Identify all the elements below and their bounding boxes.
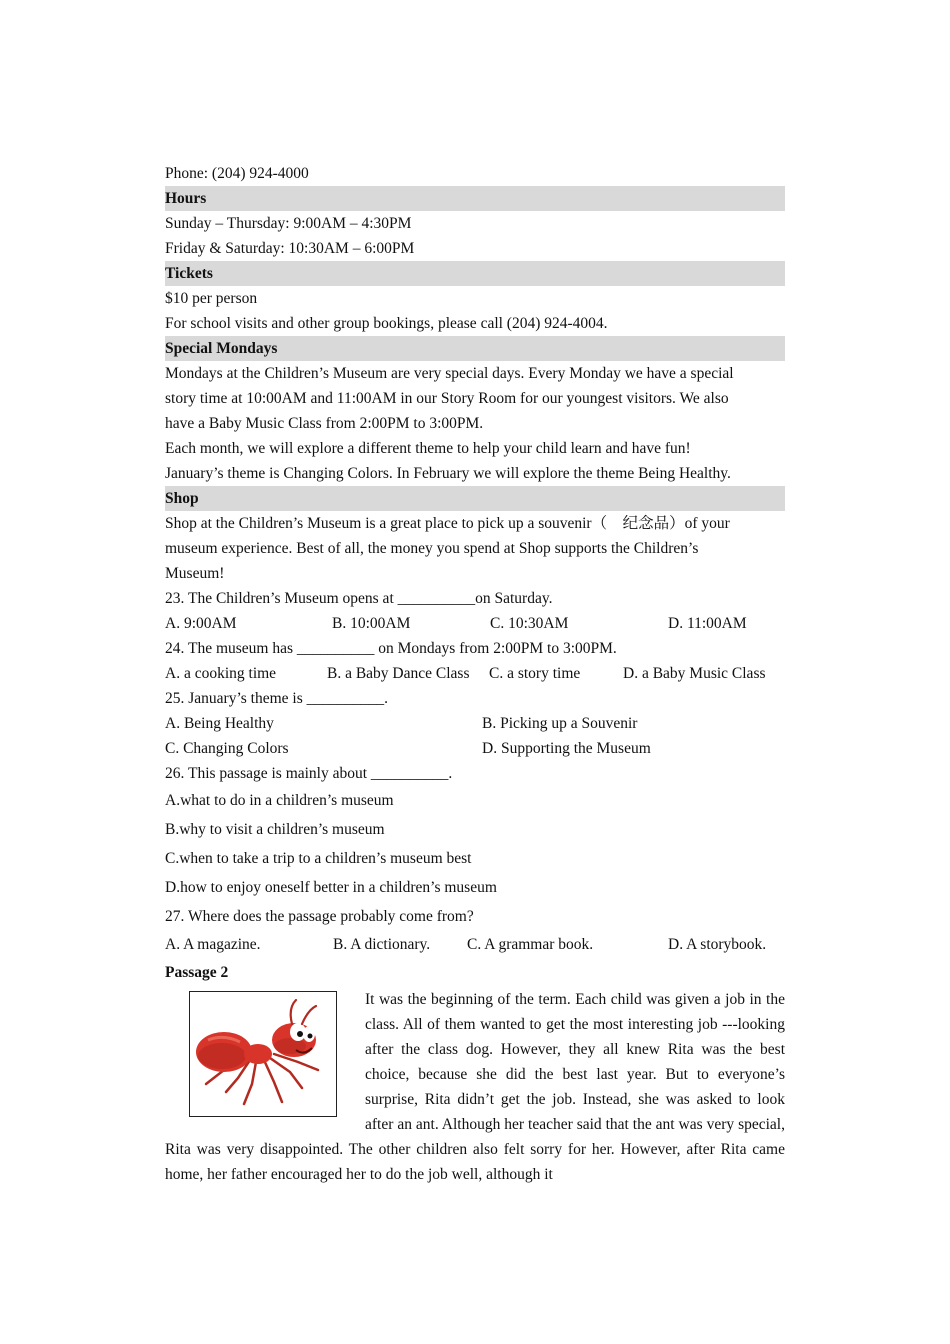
phone-line: Phone: (204) 924-4000 — [165, 165, 309, 182]
question-23-options — [165, 611, 785, 636]
option-b: B. A dictionary. — [333, 936, 431, 953]
hours-line: Sunday – Thursday: 9:00AM – 4:30PM — [165, 215, 412, 232]
question-25-options-row2 — [165, 736, 785, 761]
option-b: B. Picking up a Souvenir — [482, 715, 638, 732]
option-c: C.when to take a trip to a children’s museum best — [165, 850, 472, 867]
option-a: A. A magazine. — [165, 936, 261, 953]
option-c: C. Changing Colors — [165, 740, 289, 757]
option-d: D. Supporting the Museum — [482, 740, 651, 757]
mondays-line: Mondays at the Children’s Museum are very special days. Every Monday we have a special — [165, 365, 734, 382]
mondays-line: Each month, we will explore a different theme to help your child learn and have fun! — [165, 440, 691, 457]
question-25-options-row1 — [165, 711, 785, 736]
option-a: A.what to do in a children’s museum — [165, 792, 394, 809]
ant-illustration — [189, 991, 337, 1117]
question-24-options — [165, 661, 785, 686]
section-title-tickets: Tickets — [165, 261, 785, 286]
passage-2-title: Passage 2 — [165, 964, 229, 981]
passage-2-body — [165, 987, 785, 1187]
question-25-stem: 25. January’s theme is __________. — [165, 690, 389, 707]
question-27-stem: 27. Where does the passage probably come from? — [165, 908, 474, 925]
option-c: C. a story time — [489, 665, 581, 682]
option-d: D.how to enjoy oneself better in a children’s museum — [165, 879, 497, 896]
option-a: A. Being Healthy — [165, 715, 274, 732]
option-c: C. 10:30AM — [490, 615, 569, 632]
option-b: B.why to visit a children’s museum — [165, 821, 385, 838]
hours-line: Friday & Saturday: 10:30AM – 6:00PM — [165, 240, 415, 257]
option-d: D. A storybook. — [668, 936, 767, 953]
option-a: A. a cooking time — [165, 665, 277, 682]
option-d: D. a Baby Music Class — [623, 665, 766, 682]
mondays-line: have a Baby Music Class from 2:00PM to 3:00PM. — [165, 415, 484, 432]
section-title-hours: Hours — [165, 186, 785, 211]
tickets-line: $10 per person — [165, 290, 258, 307]
question-23-stem: 23. The Children’s Museum opens at __________on Saturday. — [165, 590, 553, 607]
mondays-line: story time at 10:00AM and 11:00AM in our Story Room for our youngest visitors. We also — [165, 390, 729, 407]
option-b: B. a Baby Dance Class — [327, 665, 470, 682]
document-page — [165, 161, 785, 1187]
option-a: A. 9:00AM — [165, 615, 237, 632]
section-title-shop: Shop — [165, 486, 785, 511]
shop-line: museum experience. Best of all, the money you spend at Shop supports the Children’s — [165, 540, 699, 557]
shop-line: Shop at the Children’s Museum is a great place to pick up a souvenir（ 纪念品）of your — [165, 515, 730, 532]
option-c: C. A grammar book. — [467, 936, 594, 953]
ant-icon — [190, 992, 336, 1116]
question-27-options — [165, 931, 785, 959]
passage-2-text: It was the beginning of the term. Each child was given a job in the class. All of them wanted to get the most interesting job ---looking after the class dog. However, they all knew Rita was the best choice, because she did the best last year. But to everyone’s surprise, Rita didn’t get the job. Instead, she was asked to look after an ant. Although her teacher said that the ant was very special, Rita was very disappointed. The other children also felt sorry for her. However, after Rita came home, her father encouraged her to do the job well, although it — [165, 991, 785, 1183]
section-title-special-mondays: Special Mondays — [165, 336, 785, 361]
tickets-line: For school visits and other group bookings, please call (204) 924-4004. — [165, 315, 608, 332]
option-d: D. 11:00AM — [668, 615, 747, 632]
question-26-stem: 26. This passage is mainly about __________. — [165, 765, 453, 782]
question-24-stem: 24. The museum has __________ on Mondays from 2:00PM to 3:00PM. — [165, 640, 617, 657]
shop-line: Museum! — [165, 565, 225, 582]
mondays-line: January’s theme is Changing Colors. In February we will explore the theme Being Healthy. — [165, 465, 731, 482]
option-b: B. 10:00AM — [332, 615, 411, 632]
